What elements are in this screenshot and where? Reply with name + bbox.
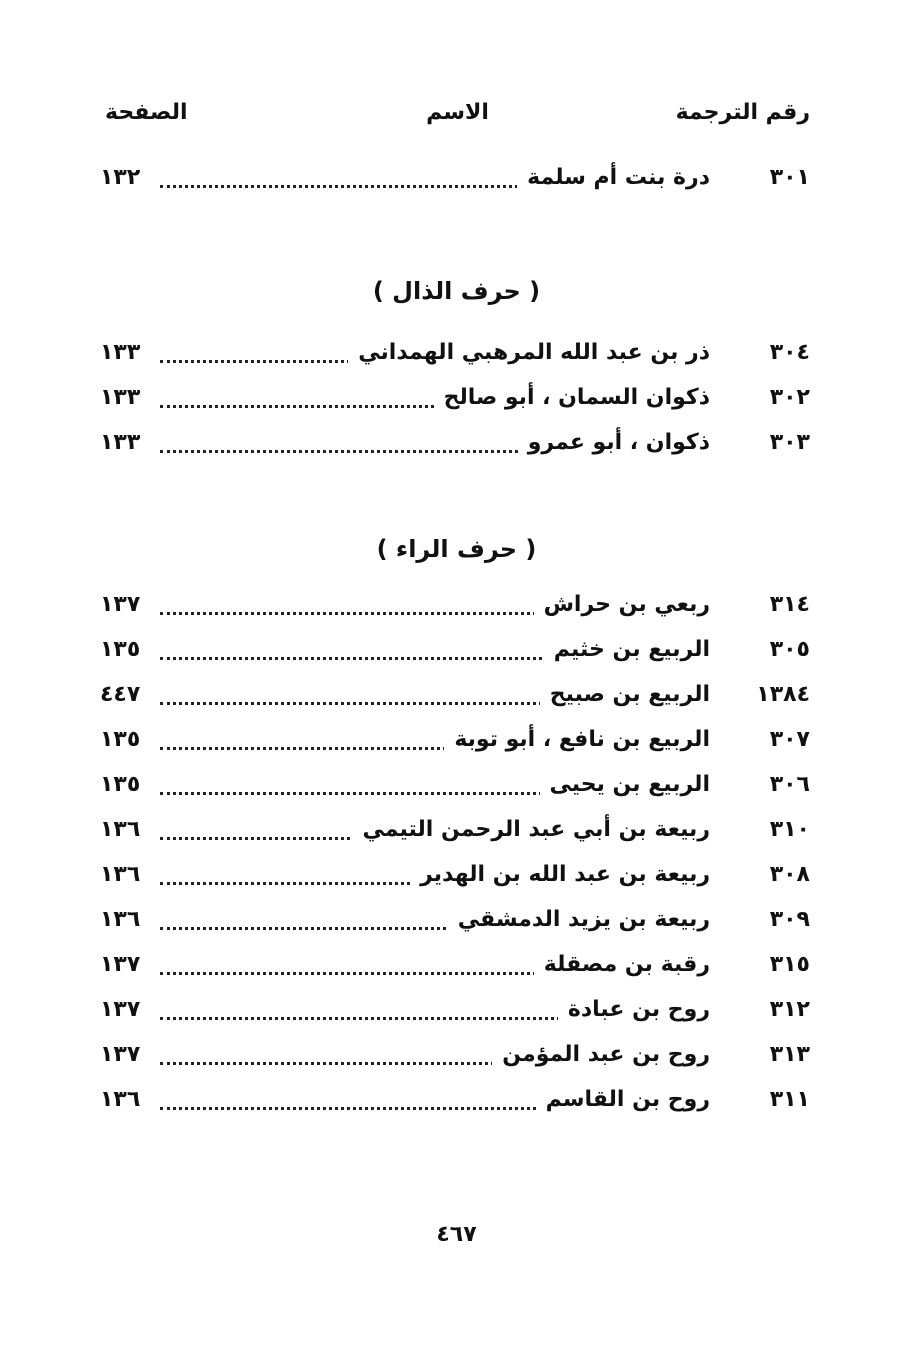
entry-name: ربعي بن حراش xyxy=(534,592,710,617)
entry-name: ذر بن عبد الله المرهبي الهمداني xyxy=(348,340,710,365)
index-row xyxy=(100,165,810,205)
index-row xyxy=(100,907,810,947)
section-title-ra: ( حرف الراء ) xyxy=(376,535,537,563)
entry-page: ١٣٦ xyxy=(100,817,141,842)
entry-name: روح بن عبد المؤمن xyxy=(492,1042,710,1067)
index-row xyxy=(100,727,810,767)
entry-number: ٣٠٣ xyxy=(769,430,810,455)
entry-number: ٣١١ xyxy=(769,1087,810,1112)
entry-name: روح بن القاسم xyxy=(536,1087,710,1112)
entry-number: ٣١٤ xyxy=(769,592,810,617)
index-row xyxy=(100,430,810,470)
index-row xyxy=(100,385,810,425)
entry-page: ١٣٦ xyxy=(100,862,141,887)
header-number: رقم الترجمة xyxy=(675,100,810,125)
entry-page: ٤٤٧ xyxy=(100,682,141,707)
entry-name: الربيع بن خثيم xyxy=(544,637,710,662)
entry-name: روح بن عبادة xyxy=(558,997,710,1022)
index-row xyxy=(100,682,810,722)
entry-number: ١٣٨٤ xyxy=(756,682,810,707)
entry-name: ربيعة بن يزيد الدمشقي xyxy=(448,907,710,932)
entry-page: ١٣٣ xyxy=(100,430,141,455)
index-row xyxy=(100,637,810,677)
index-row xyxy=(100,340,810,380)
entry-name: درة بنت أم سلمة xyxy=(517,165,710,190)
entry-name: ذكوان ، أبو عمرو xyxy=(518,430,710,455)
table-header xyxy=(105,100,810,136)
entry-number: ٣١٠ xyxy=(769,817,810,842)
entry-number: ٣٠٦ xyxy=(769,772,810,797)
index-row xyxy=(100,817,810,857)
entry-page: ١٣٢ xyxy=(100,165,141,190)
entry-page: ١٣٧ xyxy=(100,1042,141,1067)
index-row xyxy=(100,772,810,812)
entry-page: ١٣٥ xyxy=(100,727,141,752)
index-row xyxy=(100,997,810,1037)
entry-number: ٣٠٨ xyxy=(769,862,810,887)
entry-page: ١٣٥ xyxy=(100,772,141,797)
entry-name: الربيع بن يحيى xyxy=(540,772,711,797)
section-title-dhal: ( حرف الذال ) xyxy=(372,277,541,305)
index-row xyxy=(100,1042,810,1082)
entry-number: ٣١٢ xyxy=(769,997,810,1022)
page-number: ٤٦٧ xyxy=(436,1222,477,1247)
entry-name: ذكوان السمان ، أبو صالح xyxy=(434,385,710,410)
entry-page: ١٣٣ xyxy=(100,385,141,410)
entry-page: ١٣٥ xyxy=(100,637,141,662)
entry-name: الربيع بن صبيح xyxy=(540,682,710,707)
entry-number: ٣٠١ xyxy=(769,165,810,190)
header-page: الصفحة xyxy=(105,100,188,125)
entry-page: ١٣٧ xyxy=(100,592,141,617)
entry-name: ربيعة بن عبد الله بن الهدير xyxy=(410,862,710,887)
entry-name: رقبة بن مصقلة xyxy=(534,952,710,977)
entry-number: ٣١٣ xyxy=(769,1042,810,1067)
index-row xyxy=(100,952,810,992)
entry-page: ١٣٧ xyxy=(100,997,141,1022)
entry-number: ٣٠٤ xyxy=(769,340,810,365)
index-row xyxy=(100,592,810,632)
index-row xyxy=(100,1087,810,1127)
header-name: الاسم xyxy=(426,100,489,125)
entry-page: ١٣٦ xyxy=(100,907,141,932)
entry-page: ١٣٧ xyxy=(100,952,141,977)
entry-page: ١٣٣ xyxy=(100,340,141,365)
entry-number: ٣٠٢ xyxy=(769,385,810,410)
entry-number: ٣٠٧ xyxy=(769,727,810,752)
entry-number: ٣٠٥ xyxy=(769,637,810,662)
entry-number: ٣٠٩ xyxy=(769,907,810,932)
entry-page: ١٣٦ xyxy=(100,1087,141,1112)
entry-name: ربيعة بن أبي عبد الرحمن التيمي xyxy=(353,817,710,842)
entry-number: ٣١٥ xyxy=(769,952,810,977)
index-row xyxy=(100,862,810,902)
entry-name: الربيع بن نافع ، أبو توبة xyxy=(444,727,710,752)
